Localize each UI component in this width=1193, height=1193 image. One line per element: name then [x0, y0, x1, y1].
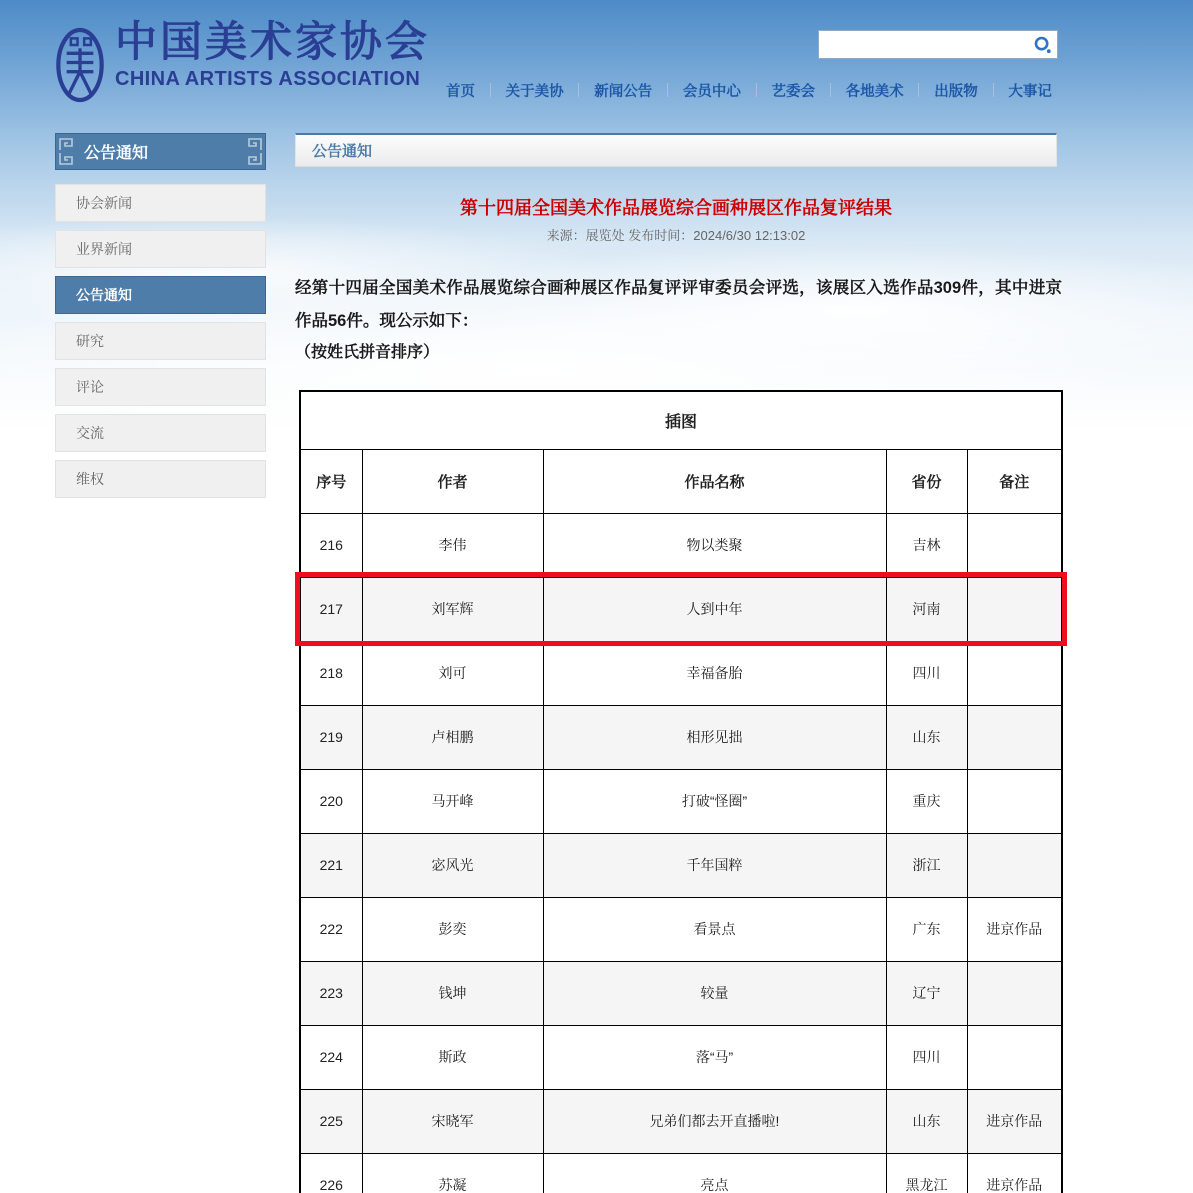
nav-separator [667, 83, 668, 97]
cell-note [967, 1025, 1062, 1089]
cell-note [967, 705, 1062, 769]
table-row [300, 1025, 1062, 1089]
cell-author: 宓风光 [362, 833, 543, 897]
cell-note [967, 577, 1062, 641]
cell-title: 落“马” [543, 1025, 886, 1089]
nav-separator [756, 83, 757, 97]
column-header-province: 省份 [886, 449, 967, 513]
cell-province: 吉林 [886, 513, 967, 577]
cell-no: 226 [300, 1153, 362, 1193]
cell-note: 进京作品 [967, 897, 1062, 961]
table-group-header: 插图 [300, 391, 1062, 449]
table-row [300, 1153, 1062, 1193]
cell-title: 兄弟们都去开直播啦! [543, 1089, 886, 1153]
cell-no: 222 [300, 897, 362, 961]
logo-title-cn: 中国美术家协会 [115, 17, 431, 66]
article-paragraph: 经第十四届全国美术作品展览综合画种展区作品复评评审委员会评选，该展区入选作品309件，其中进京作品56件。现公示如下： [295, 279, 1062, 330]
sort-note: （按姓氏拼音排序） [295, 344, 440, 361]
cell-province: 山东 [886, 705, 967, 769]
sidebar-item-research[interactable]: 研究 [55, 322, 266, 360]
cell-no: 224 [300, 1025, 362, 1089]
logo-text [115, 18, 430, 91]
cell-author: 李伟 [362, 513, 543, 577]
cell-title: 较量 [543, 961, 886, 1025]
cell-no: 223 [300, 961, 362, 1025]
cell-author: 斯政 [362, 1025, 543, 1089]
fret-ornament-icon [58, 137, 75, 166]
cell-province: 浙江 [886, 833, 967, 897]
cell-author: 刘可 [362, 641, 543, 705]
nav-item-about[interactable]: 关于美协 [505, 83, 564, 100]
cell-title: 看景点 [543, 897, 886, 961]
cell-title: 人到中年 [543, 577, 886, 641]
cell-title: 幸福备胎 [543, 641, 886, 705]
article-title: 第十四届全国美术作品展览综合画种展区作品复评结果 [460, 198, 892, 218]
site-logo[interactable] [55, 18, 430, 104]
sidebar-item-industry-news[interactable]: 业界新闻 [55, 230, 266, 268]
nav-item-members[interactable]: 会员中心 [682, 83, 741, 100]
search-button[interactable] [1029, 31, 1057, 58]
cell-note [967, 641, 1062, 705]
cell-province: 黑龙江 [886, 1153, 967, 1193]
cell-province: 辽宁 [886, 961, 967, 1025]
sidebar-title-label: 公告通知 [84, 145, 149, 162]
cell-author: 彭奕 [362, 897, 543, 961]
cell-province: 四川 [886, 641, 967, 705]
nav-separator [490, 83, 491, 97]
cell-note [967, 961, 1062, 1025]
cell-province: 河南 [886, 577, 967, 641]
cell-author: 刘军辉 [362, 577, 543, 641]
cell-note: 进京作品 [967, 1153, 1062, 1193]
breadcrumb-bar [295, 133, 1057, 167]
caa-seal-icon [55, 26, 105, 104]
cell-note: 进京作品 [967, 1089, 1062, 1153]
search-box [818, 30, 1058, 59]
cell-no: 221 [300, 833, 362, 897]
sidebar-item-exchange[interactable]: 交流 [55, 414, 266, 452]
cell-no: 216 [300, 513, 362, 577]
cell-province: 广东 [886, 897, 967, 961]
column-header-note: 备注 [967, 449, 1062, 513]
cell-no: 220 [300, 769, 362, 833]
results-table [299, 390, 1063, 1193]
cell-title: 亮点 [543, 1153, 886, 1193]
cell-no: 218 [300, 641, 362, 705]
table-row [300, 1089, 1062, 1153]
column-header-no: 序号 [300, 449, 362, 513]
nav-item-regional[interactable]: 各地美术 [845, 83, 904, 100]
nav-item-home[interactable]: 首页 [446, 83, 475, 100]
table-row [300, 897, 1062, 961]
nav-item-news[interactable]: 新闻公告 [594, 83, 653, 100]
sidebar-item-association-news[interactable]: 协会新闻 [55, 184, 266, 222]
cell-author: 卢相鹏 [362, 705, 543, 769]
breadcrumb[interactable]: 公告通知 [312, 143, 373, 160]
nav-separator [993, 83, 994, 97]
sidebar-item-announcements[interactable]: 公告通知 [55, 276, 266, 314]
cell-no: 225 [300, 1089, 362, 1153]
article-meta: 来源：展览处 发布时间：2024/6/30 12:13:02 [546, 228, 806, 243]
table-row [300, 513, 1062, 577]
search-input[interactable] [819, 31, 1029, 58]
cell-note [967, 769, 1062, 833]
sidebar-title [55, 133, 266, 170]
cell-title: 物以类聚 [543, 513, 886, 577]
table-row [300, 833, 1062, 897]
cell-note [967, 513, 1062, 577]
nav-separator [578, 83, 579, 97]
logo-title-en: CHINA ARTISTS ASSOCIATION [115, 68, 421, 90]
cell-province: 山东 [886, 1089, 967, 1153]
cell-province: 四川 [886, 1025, 967, 1089]
nav-item-chronicle[interactable]: 大事记 [1008, 83, 1052, 100]
table-group-header-row [300, 391, 1062, 449]
table-column-header-row [300, 449, 1062, 513]
cell-author: 马开峰 [362, 769, 543, 833]
sidebar-item-rights[interactable]: 维权 [55, 460, 266, 498]
table-row [300, 705, 1062, 769]
column-header-author: 作者 [362, 449, 543, 513]
table-row [300, 641, 1062, 705]
cell-no: 217 [300, 577, 362, 641]
cell-author: 钱坤 [362, 961, 543, 1025]
cell-province: 重庆 [886, 769, 967, 833]
cell-author: 苏凝 [362, 1153, 543, 1193]
table-row-highlighted [300, 577, 1062, 641]
nav-separator [830, 83, 831, 97]
cell-note [967, 833, 1062, 897]
cell-title: 千年国粹 [543, 833, 886, 897]
table-row [300, 961, 1062, 1025]
sidebar-item-commentary[interactable]: 评论 [55, 368, 266, 406]
column-header-title: 作品名称 [543, 449, 886, 513]
cell-author: 宋晓军 [362, 1089, 543, 1153]
nav-item-committees[interactable]: 艺委会 [771, 83, 815, 100]
cell-no: 219 [300, 705, 362, 769]
table-row [300, 769, 1062, 833]
search-icon [1033, 35, 1053, 55]
cell-title: 打破“怪圈” [543, 769, 886, 833]
main-nav [440, 79, 1058, 101]
fret-ornament-icon [246, 137, 263, 166]
nav-item-publications[interactable]: 出版物 [934, 83, 978, 100]
cell-title: 相形见拙 [543, 705, 886, 769]
nav-separator [918, 83, 919, 97]
